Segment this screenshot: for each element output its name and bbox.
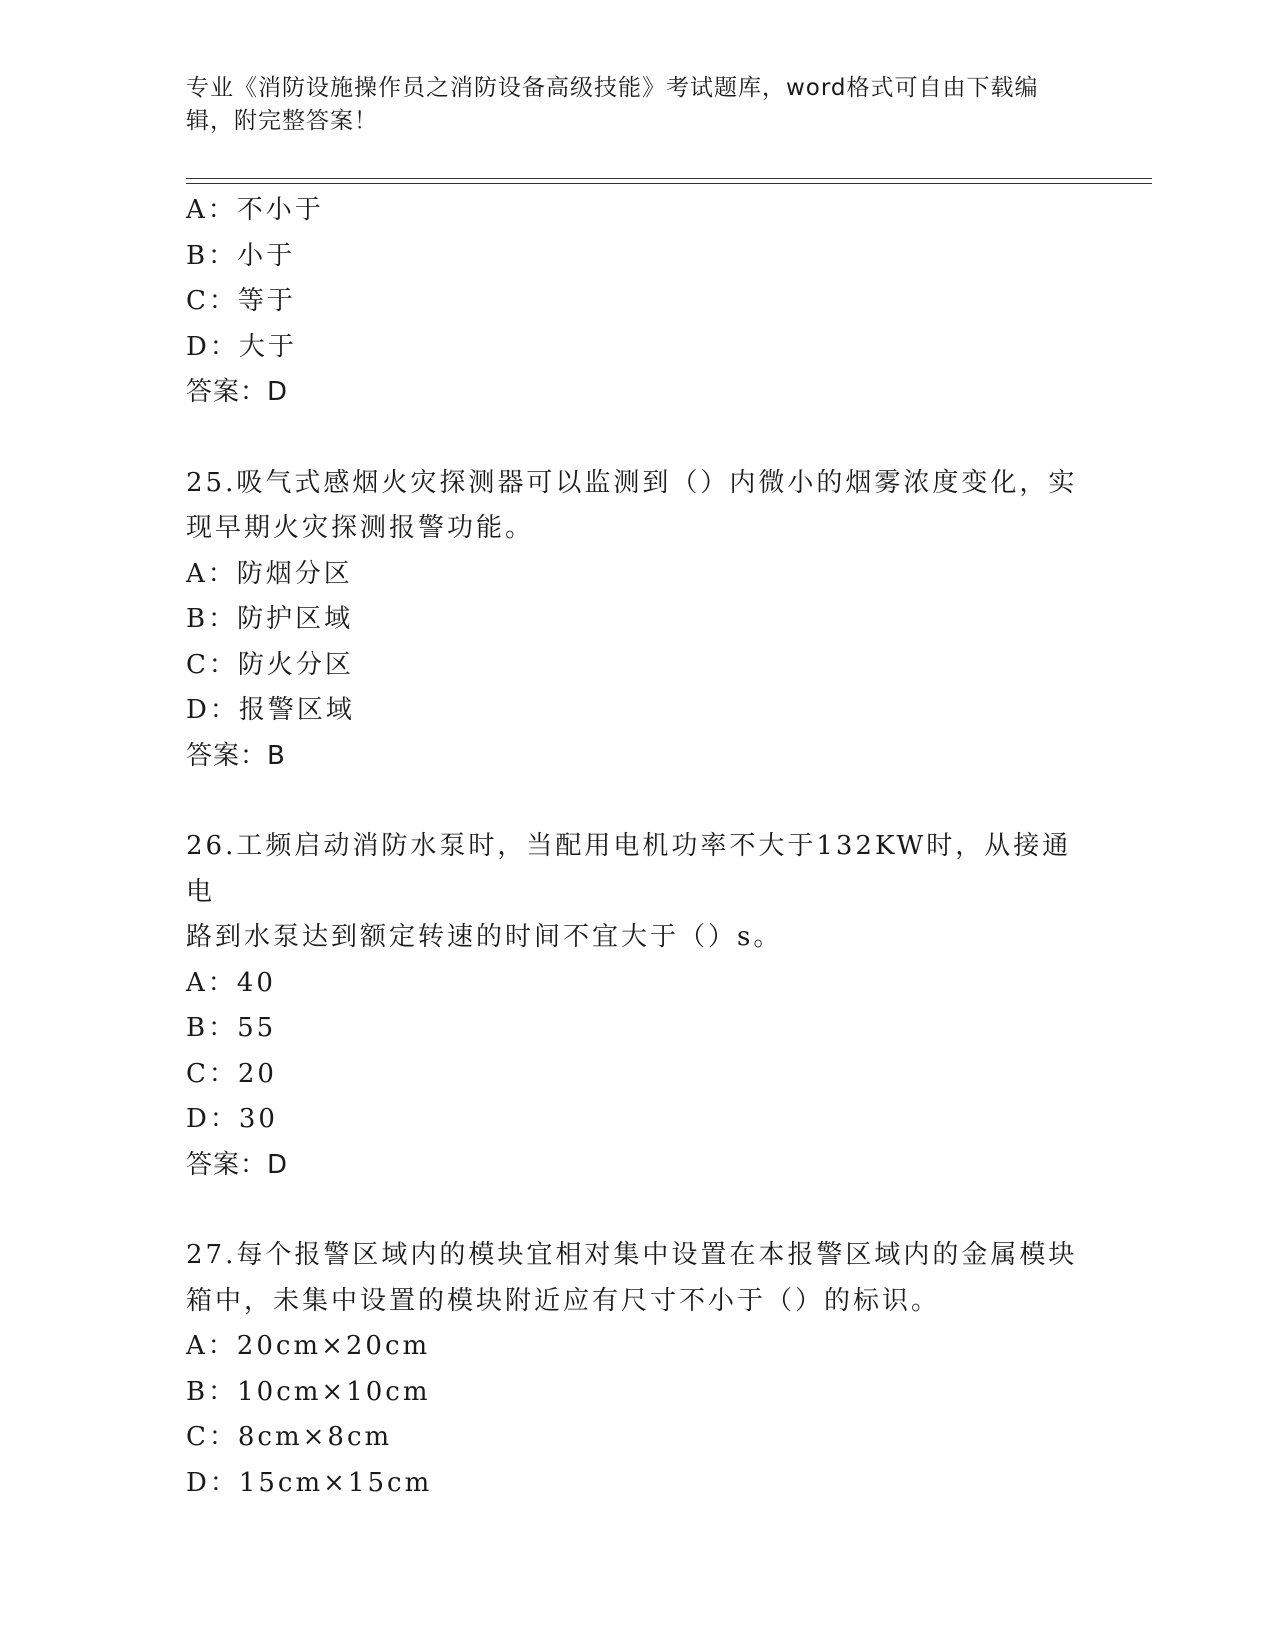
option-a: A：20cm×20cm [186,1331,431,1361]
prev-question-block [186,188,1086,416]
question-stem-line-2: 箱中，未集中设置的模块附近应有尺寸不小于（）的标识。 [186,1285,941,1316]
answer-line: 答案：B [186,740,286,771]
option-b: B：小于 [186,240,296,271]
option-c: C：等于 [186,286,296,316]
option-b: B：55 [186,1013,277,1043]
option-b: B：10cm×10cm [186,1376,431,1407]
option-d: D：15cm×15cm [186,1467,433,1498]
header-line-1: 专业《消防设施操作员之消防设备高级技能》考试题库，word格式可自由下载编 [186,75,1039,101]
option-d: D：报警区域 [186,695,355,725]
answer-line: 答案：D [186,1149,289,1180]
question-26 [186,824,1086,1188]
answer-line: 答案：D [186,377,289,407]
question-stem-line-2: 路到水泵达到额定转速的时间不宜大于（）s。 [186,922,783,952]
option-c: C：8cm×8cm [186,1422,393,1452]
header-line-2: 辑，附完整答案！ [186,108,378,134]
question-stem-line-1: 27.每个报警区域内的模块宜相对集中设置在本报警区域内的金属模块 [186,1240,1078,1270]
option-a: A：40 [186,967,276,998]
document-header [186,72,1066,138]
question-stem-line-1: 25.吸气式感烟火灾探测器可以监测到（）内微小的烟雾浓度变化，实 [186,467,1078,498]
header-rule-bottom [186,183,1152,184]
question-stem-line-2: 现早期火灾探测报警功能。 [186,513,535,543]
header-rule-top [186,178,1152,179]
question-stem-line-1: 26.工频启动消防水泵时，当配用电机功率不大于132KW时，从接通电 [186,831,1072,907]
option-c: C：20 [186,1058,277,1089]
question-25 [186,461,1086,780]
option-b: B：防护区域 [186,604,354,634]
option-a: A：不小于 [186,195,324,225]
option-d: D：大于 [186,331,297,362]
option-d: D：30 [186,1104,278,1134]
question-content [186,188,1086,1506]
question-27 [186,1233,1086,1506]
option-a: A：防烟分区 [186,558,353,589]
option-c: C：防火分区 [186,649,354,680]
